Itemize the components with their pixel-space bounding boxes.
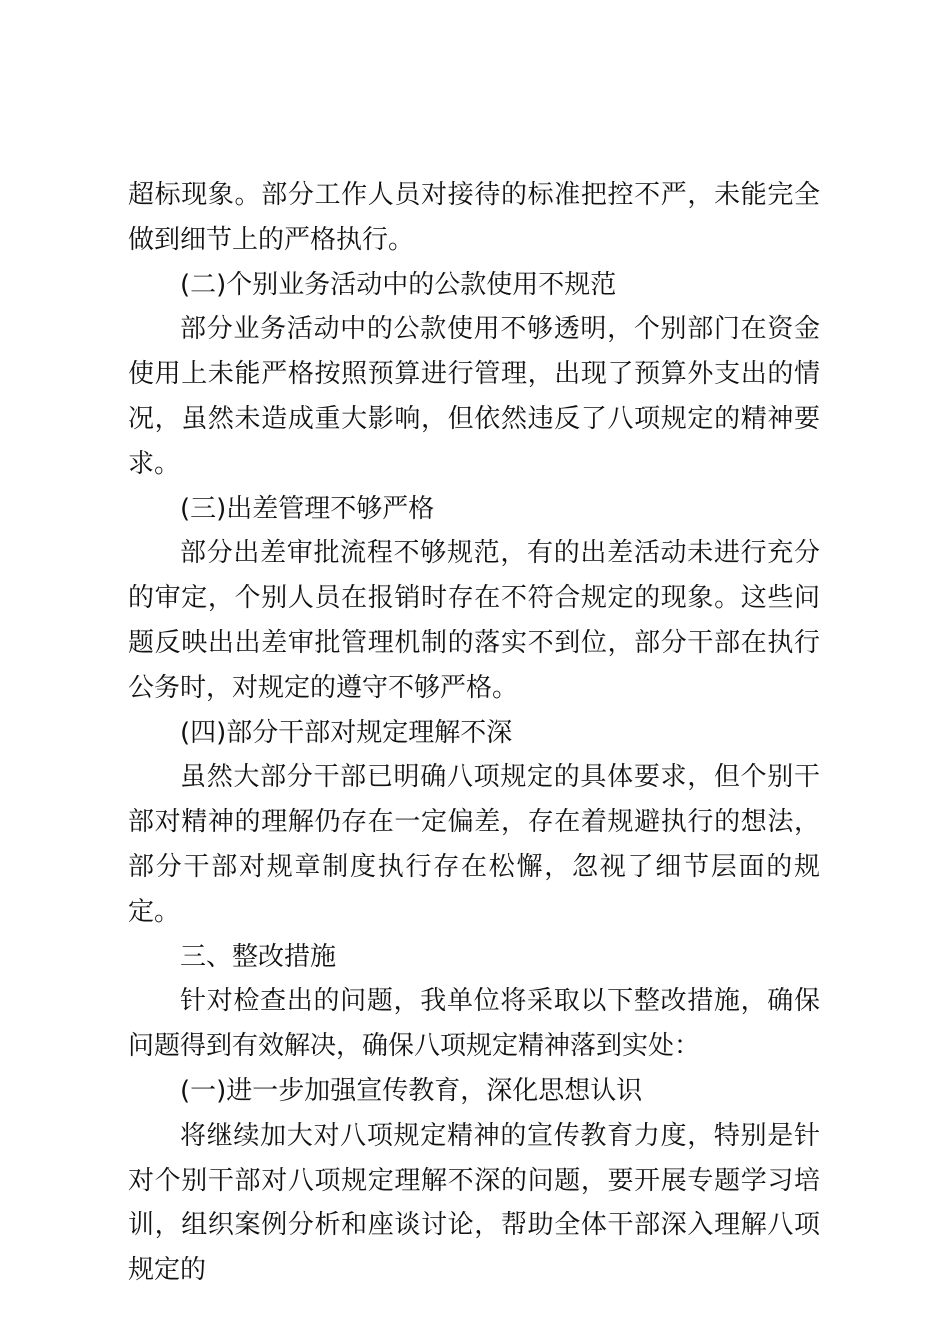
section-heading-rectification: 三、整改措施 (180, 941, 337, 972)
body-paragraph: 针对检查出的问题，我单位将采取以下整改措施，确保问题得到有效解决，确保八项规定精神落到实处： (128, 986, 820, 1062)
body-paragraph: 虽然大部分干部已明确八项规定的具体要求，但个别干部对精神的理解仍存在一定偏差，存在着规避执行的想法，部分干部对规章制度执行存在松懈，忽视了细节层面的规定。 (128, 762, 820, 927)
body-paragraph: 超标现象。部分工作人员对接待的标准把控不严，未能完全做到细节上的严格执行。 (128, 180, 820, 255)
subheading-four: (四)部分干部对规定理解不深 (180, 717, 513, 748)
subheading-two: (二)个别业务活动中的公款使用不规范 (180, 269, 617, 300)
body-paragraph: 将继续加大对八项规定精神的宣传教育力度，特别是针对个别干部对八项规定理解不深的问题，要开展专题学习培训，组织案例分析和座谈讨论，帮助全体干部深入理解八项规定的 (128, 1120, 820, 1286)
body-paragraph: 部分业务活动中的公款使用不够透明，个别部门在资金使用上未能严格按照预算进行管理，出现了预算外支出的情况，虽然未造成重大影响，但依然违反了八项规定的精神要求。 (128, 314, 820, 479)
body-paragraph: 部分出差审批流程不够规范，有的出差活动未进行充分的审定，个别人员在报销时存在不符合规定的现象。这些问题反映出出差审批管理机制的落实不到位，部分干部在执行公务时，对规定的遵守不够严格。 (128, 538, 820, 703)
subheading-one: (一)进一步加强宣传教育，深化思想认识 (180, 1075, 643, 1106)
document-body (128, 173, 820, 1293)
subheading-three: (三)出差管理不够严格 (180, 493, 435, 524)
